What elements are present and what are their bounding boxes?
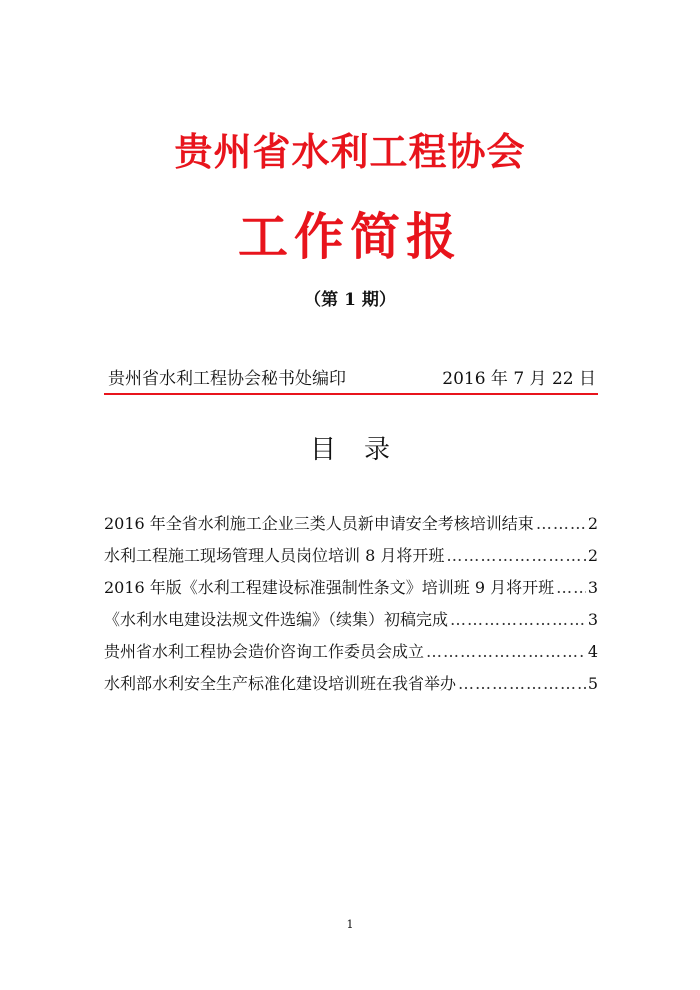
toc-entry-title: 贵州省水利工程协会造价咨询工作委员会成立 [104, 642, 425, 661]
toc-leader-dots [458, 668, 586, 700]
toc-leader-dots [450, 604, 586, 636]
toc-leader-dots [426, 636, 586, 668]
page-number: 1 [346, 918, 354, 931]
toc-entry-page: 4 [587, 642, 598, 661]
toc-entry [104, 508, 598, 540]
publication-date: 2016 年 7 月 22 日 [442, 369, 596, 389]
toc-leader-dots [536, 508, 586, 540]
toc-entry [104, 636, 598, 668]
red-divider-line [104, 393, 598, 395]
toc-entry [104, 540, 598, 572]
toc-entry-page: 2 [587, 514, 598, 533]
table-of-contents [104, 508, 598, 700]
toc-entry-title: 《水利水电建设法规文件选编》（续集）初稿完成 [104, 610, 449, 629]
toc-entry [104, 572, 598, 604]
toc-heading: 目录 [309, 435, 418, 465]
toc-entry-page: 2 [587, 546, 598, 565]
toc-entry-title: 水利工程施工现场管理人员岗位培训 8 月将开班 [104, 546, 445, 565]
organization-title: 贵州省水利工程协会 [174, 129, 526, 174]
toc-entry-page: 3 [587, 578, 598, 597]
toc-leader-dots [446, 540, 585, 572]
toc-entry-page: 3 [587, 610, 598, 629]
toc-entry [104, 604, 598, 636]
publication-info [108, 367, 596, 391]
toc-entry-title: 水利部水利安全生产标准化建设培训班在我省举办 [104, 674, 457, 693]
publisher: 贵州省水利工程协会秘书处编印 [108, 369, 346, 389]
toc-entry [104, 668, 598, 700]
bulletin-title: 工作简报 [238, 207, 462, 266]
toc-entry-title: 2016 年全省水利施工企业三类人员新申请安全考核培训结束 [104, 514, 534, 533]
toc-leader-dots [556, 572, 586, 604]
toc-entry-title: 2016 年版《水利工程建设标准强制性条文》培训班 9 月将开班 [104, 578, 555, 597]
issue-number: （第 1 期） [304, 290, 396, 310]
toc-entry-page: 5 [587, 674, 598, 693]
